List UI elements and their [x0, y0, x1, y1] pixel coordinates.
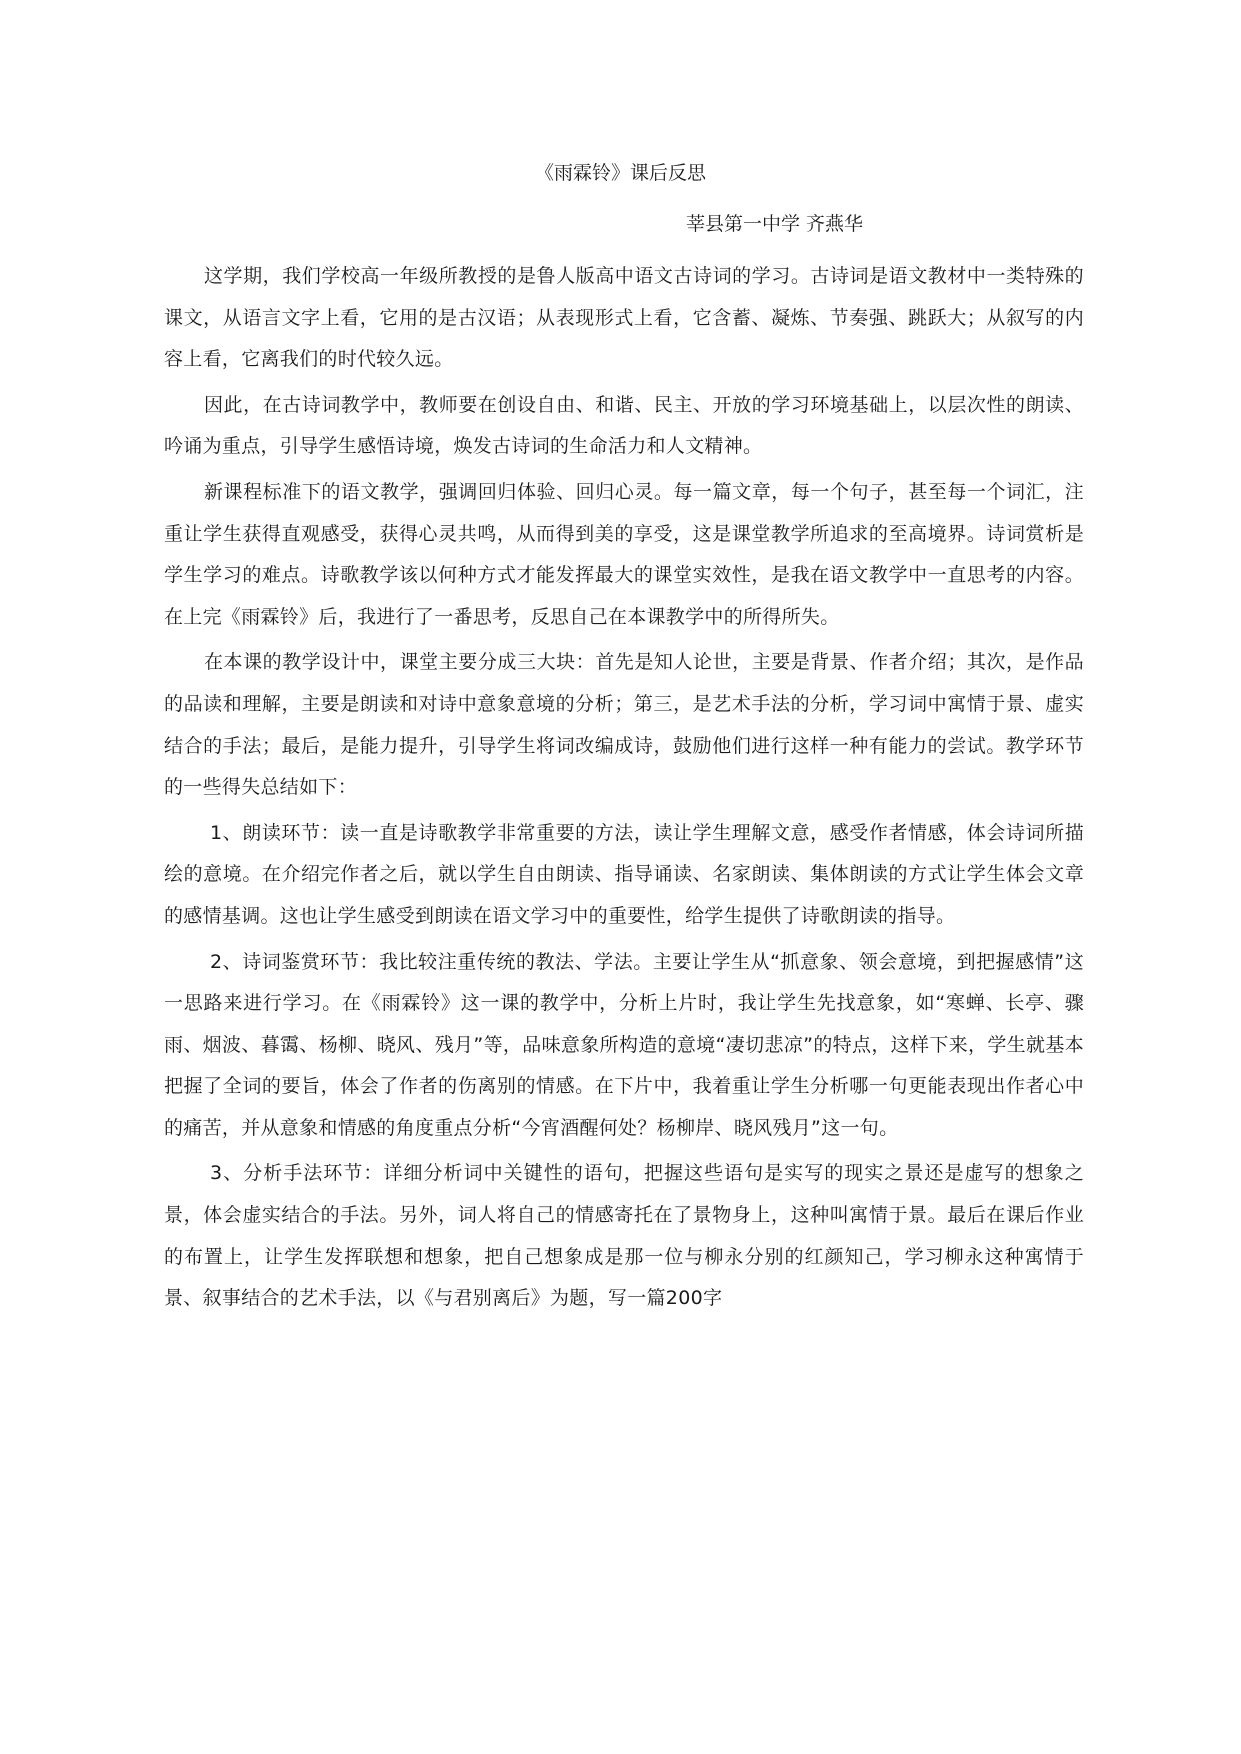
document-body — [164, 256, 1084, 1324]
paragraph-new-curriculum: 新课程标准下的语文教学，强调回归体验、回归心灵。每一篇文章，每一个句子，甚至每一个词汇，注重让学生获得直观感受，获得心灵共鸣，从而得到美的享受，这是课堂教学所追求的至高境界。诗词赏析是学生学习的难点。诗歌教学该以何种方式才能发挥最大的课堂实效性，是我在语文教学中一直思考的内容。在上完《雨霖铃》后，我进行了一番思考，反思自己在本课教学中的所得所失。 — [164, 480, 1084, 628]
paragraph-intro: 这学期，我们学校高一年级所教授的是鲁人版高中语文古诗词的学习。古诗词是语文教材中一类特殊的课文，从语言文字上看，它用的是古汉语；从表现形式上看，它含蓄、凝炼、节奏强、跳跃大；从叙写的内容上看，它离我们的时代较久远。 — [164, 265, 1084, 371]
paragraph-therefore: 因此，在古诗词教学中，教师要在创设自由、和谐、民主、开放的学习环境基础上，以层次性的朗读、吟诵为重点，引导学生感悟诗境，焕发古诗词的生命活力和人文精神。 — [164, 393, 1084, 458]
paragraph-reading-step: 1、朗读环节：读一直是诗歌教学非常重要的方法，读让学生理解文意，感受作者情感，体会诗词所描绘的意境。在介绍完作者之后，就以学生自由朗读、指导诵读、名家朗读、集体朗读的方式让学生体会文章的感情基调。这也让学生感受到朗读在语文学习中的重要性，给学生提供了诗歌朗读的指导。 — [164, 821, 1084, 927]
document-author: 莘县第一中学 齐燕华 — [686, 213, 864, 235]
paragraph-lesson-design: 在本课的教学设计中，课堂主要分成三大块：首先是知人论世，主要是背景、作者介绍；其次，是作品的品读和理解，主要是朗读和对诗中意象意境的分析；第三，是艺术手法的分析，学习词中寓情于景、虚实结合的手法；最后，是能力提升，引导学生将词改编成诗，鼓励他们进行这样一种有能力的尝试。教学环节的一些得失总结如下： — [164, 651, 1084, 799]
paragraph-appreciation-step: 2、诗词鉴赏环节：我比较注重传统的教法、学法。主要让学生从“抓意象、领会意境，到把握感情”这一思路来进行学习。在《雨霖铃》这一课的教学中，分析上片时，我让学生先找意象，如“寒蝉、长亭、骤雨、烟波、暮霭、杨柳、晓风、残月”等，品味意象所构造的意境“凄切悲凉”的特点，这样下来，学生就基本把握了全词的要旨，体会了作者的伤离别的情感。在下片中，我着重让学生分析哪一句更能表现出作者心中的痛苦，并从意象和情感的角度重点分析“今宵酒醒何处？杨柳岸、晓风残月”这一句。 — [164, 950, 1084, 1139]
document-title: 《雨霖铃》课后反思 — [534, 162, 706, 184]
paragraph-technique-step: 3、分析手法环节：详细分析词中关键性的语句，把握这些语句是实写的现实之景还是虚写的想象之景，体会虚实结合的手法。另外，词人将自己的情感寄托在了景物身上，这种叫寓情于景。最后在课后作业的布置上，让学生发挥联想和想象，把自己想象成是那一位与柳永分别的红颜知己，学习柳永这种寓情于景、叙事结合的艺术手法，以《与君别离后》为题，写一篇200字 — [164, 1162, 1084, 1310]
